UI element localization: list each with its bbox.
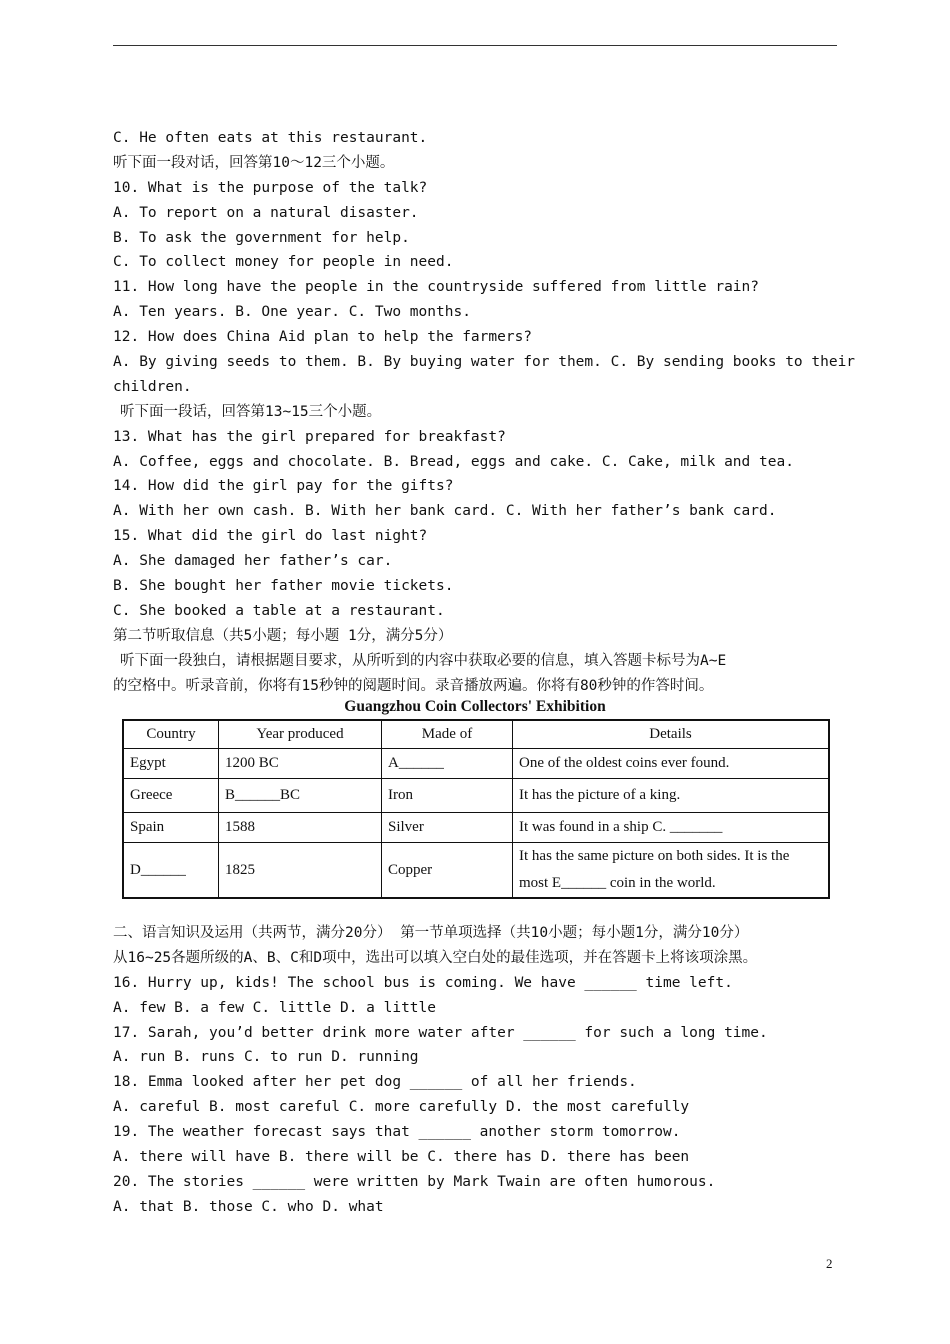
- text-line: 的空格中。听录音前，你将有15秒钟的阅题时间。录音播放两遍。你将有80秒钟的作答时间。: [113, 677, 714, 694]
- text-line: 从16~25各题所级的A、B、C和D项中，选出可以填入空白处的最佳选项，并在答题卡上将该项涂黑。: [113, 949, 758, 966]
- text-line: C. To collect money for people in need.: [113, 254, 454, 271]
- text-line: C. He often eats at this restaurant.: [113, 130, 428, 146]
- table-row: [123, 749, 829, 779]
- header-year: Year produced: [219, 720, 382, 749]
- text-line: A. there will have B. there will be C. there has D. there has been: [113, 1149, 690, 1166]
- cell-country: D______: [123, 843, 219, 899]
- text-line: A. To report on a natural disaster.: [113, 204, 419, 221]
- cell-country: Greece: [123, 779, 219, 813]
- header-country: Country: [123, 720, 219, 749]
- exhibition-table-section: [113, 695, 837, 899]
- cell-details: It was found in a ship C. _______: [513, 813, 830, 843]
- table-row: [123, 813, 829, 843]
- text-line: 18. Emma looked after her pet dog ______ of all her friends.: [113, 1074, 637, 1091]
- text-line: 16. Hurry up, kids! The school bus is coming. We have ______ time left.: [113, 974, 733, 991]
- table-row: [123, 843, 829, 899]
- text-line: A. careful B. most careful C. more carefully D. the most carefully: [113, 1099, 690, 1116]
- text-line: children.: [113, 378, 192, 395]
- text-line: 19. The weather forecast says that ______ another storm tomorrow.: [113, 1124, 681, 1141]
- header-made-of: Made of: [382, 720, 513, 749]
- text-line: B. To ask the government for help.: [113, 229, 410, 246]
- cell-country: Egypt: [123, 749, 219, 779]
- header-details: Details: [513, 720, 830, 749]
- header-rule: [113, 45, 837, 46]
- text-block-bottom: [113, 921, 843, 1220]
- cell-year: 1200 BC: [219, 749, 382, 779]
- text-line: 听下面一段独白，请根据题目要求，从所听到的内容中获取必要的信息，填入答题卡标号为A~E: [120, 652, 727, 669]
- text-line: 20. The stories ______ were written by Mark Twain are often humorous.: [113, 1173, 716, 1190]
- text-line: A. that B. those C. who D. what: [113, 1198, 384, 1215]
- cell-country: Spain: [123, 813, 219, 843]
- text-line: 17. Sarah, you’d better drink more water after ______ for such a long time.: [113, 1024, 768, 1041]
- table-header-row: [123, 720, 829, 749]
- cell-made-of: Iron: [382, 779, 513, 813]
- page-number: 2: [826, 1256, 833, 1271]
- text-line: 13. What has the girl prepared for breakfast?: [113, 428, 506, 445]
- text-line: 10. What is the purpose of the talk?: [113, 179, 428, 196]
- text-line: B. She bought her father movie tickets.: [113, 578, 454, 595]
- text-line: A. She damaged her father’s car.: [113, 553, 393, 570]
- text-line: 15. What did the girl do last night?: [113, 528, 428, 545]
- text-line: 二、语言知识及运用（共两节，满分20分） 第一节单项选择（共10小题；每小题1分，满分10分）: [113, 925, 749, 941]
- cell-year: 1588: [219, 813, 382, 843]
- text-line: 听下面一段对话，回答第10～12三个小题。: [113, 154, 395, 171]
- cell-details: One of the oldest coins ever found.: [513, 749, 830, 779]
- text-line: A. few B. a few C. little D. a little: [113, 999, 437, 1016]
- table-row: [123, 779, 829, 813]
- text-line: C. She booked a table at a restaurant.: [113, 602, 445, 619]
- cell-made-of: A______: [382, 749, 513, 779]
- cell-made-of: Copper: [382, 843, 513, 899]
- cell-details: It has the same picture on both sides. It is the most E______ coin in the world.: [513, 843, 830, 899]
- text-line: A. Coffee, eggs and chocolate. B. Bread, eggs and cake. C. Cake, milk and tea.: [113, 453, 794, 470]
- text-line: 12. How does China Aid plan to help the farmers?: [113, 329, 533, 346]
- table-title: Guangzhou Coin Collectors' Exhibition: [344, 698, 606, 715]
- text-line: 第二节听取信息（共5小题；每小题 1分，满分5分）: [113, 627, 453, 644]
- text-line: 14. How did the girl pay for the gifts?: [113, 478, 454, 495]
- text-line: 听下面一段话，回答第13~15三个小题。: [120, 403, 382, 420]
- exhibition-table: [122, 719, 830, 899]
- cell-made-of: Silver: [382, 813, 513, 843]
- text-line: A. By giving seeds to them. B. By buying water for them. C. By sending books to their: [113, 354, 856, 371]
- text-block-top: [113, 126, 856, 698]
- cell-details: It has the picture of a king.: [513, 779, 830, 813]
- text-line: 11. How long have the people in the countryside suffered from little rain?: [113, 279, 760, 296]
- text-line: A. run B. runs C. to run D. running: [113, 1049, 419, 1066]
- cell-year: 1825: [219, 843, 382, 899]
- cell-year: B______BC: [219, 779, 382, 813]
- text-line: A. With her own cash. B. With her bank card. C. With her father’s bank card.: [113, 503, 777, 520]
- text-line: A. Ten years. B. One year. C. Two months.: [113, 304, 471, 321]
